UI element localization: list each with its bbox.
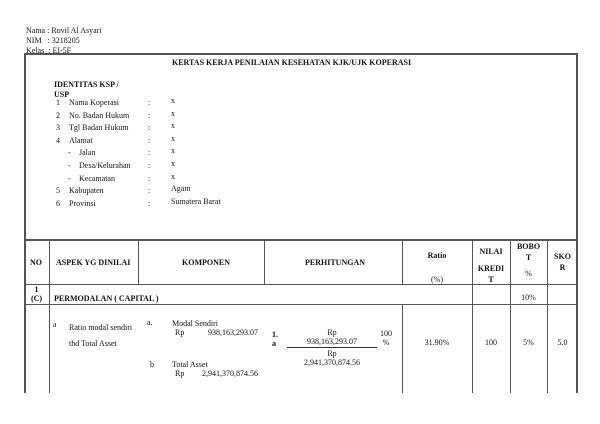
identity-label: Alamat [69,135,93,145]
identity-no: 3 [56,123,60,133]
header-perhitungan: PERHITUNGAN [305,258,366,267]
komp-b-rp: Rp [175,369,185,378]
komp-b-label: Total Asset [172,360,208,369]
identity-label: Desa/Kelurahan [79,161,131,170]
header-no: NO [30,258,42,267]
identity-no: - [68,173,71,183]
identity-value: x [171,108,175,118]
kelas-label: Kelas [26,46,45,55]
identity-value: x [171,146,175,156]
identity-label: Nama Koperasi [69,98,119,107]
komp-a-rp: Rp [175,328,185,337]
identity-no: 6 [56,198,60,208]
identity-no: 2 [56,110,60,120]
identity-colon: : [148,110,151,120]
identity-colon: : [148,173,151,183]
section-no: 1 (C) [30,285,43,303]
header-komponen: KOMPONEN [182,258,230,267]
calc-number: 1. a [272,330,278,348]
header-skor: SKO R [554,252,571,272]
identity-value: x [171,133,175,143]
identity-label: No. Badan Hukum [69,110,130,120]
header-ratio: Ratio (%) [427,251,447,284]
komp-b-value: 2,941,370,874.56 [202,369,258,378]
identity-colon: : [148,198,151,208]
komp-a-letter: a. [147,318,153,327]
identity-value: x [171,96,175,105]
row-skor: 5.0 [557,338,568,347]
row-nilai: 100 [485,338,497,347]
calc-multiplier: 100 % [380,329,392,347]
identity-no: - [68,161,71,170]
komp-a-label: Modal Sendiri [172,319,218,328]
identity-colon: : [148,148,151,158]
identity-value: Sumatera Barat [171,196,221,206]
identity-label: Kabupaten [69,186,104,196]
identity-no: 5 [56,186,60,196]
nama-label: Nama [26,26,46,35]
identity-colon: : [148,135,151,145]
identity-label: Provinsi [69,198,96,208]
identity-heading-1: IDENTITAS KSP / [54,80,119,89]
komp-a-value: 938,163,293.07 [208,328,258,337]
student-info [26,26,102,56]
identity-no: 4 [56,135,60,145]
header-aspek: ASPEK YG DINILAI [56,258,131,267]
section-title: PERMODALAN ( CAPITAL ) [54,294,159,303]
identity-colon: : [148,123,151,133]
identity-value: x [171,171,175,181]
header-bobot: BOBO T % [516,242,541,278]
identity-heading [54,80,119,100]
identity-value: x [171,159,175,168]
identity-label: Jalan [79,148,96,158]
row-letter: a [53,320,57,329]
nim-label: NIM [26,36,42,45]
nama-value: : Rovil Al Asyari [47,26,102,35]
identity-label: Kecamatan [79,173,115,183]
calc-fraction: Rp 938,163,293.07 Rp 2,941,370,874.56 [287,328,377,367]
page-title: KERTAS KERJA PENILAIAN KESEHATAN KJK/UJK KOPERASI [172,58,412,67]
identity-label: Tgl Badan Hukum [69,123,129,133]
identity-value: Agam [171,184,191,194]
identity-colon: : [148,186,151,196]
identity-no: 1 [56,98,60,107]
row-ratio: 31.90% [424,338,450,347]
identity-value: x [171,121,175,131]
kelas-value: : EI-5F [48,46,72,55]
identity-heading-2: USP [54,90,70,99]
identity-no: - [68,148,71,158]
header-nilai: NILAI KREDI T [477,247,505,284]
komp-b-letter: b [150,360,154,369]
identity-colon: : [148,98,151,107]
section-bobot: 10% [521,293,536,302]
nim-value: : 3218205 [47,36,80,45]
row-bobot: 5% [523,338,534,347]
identity-colon: : [148,161,151,170]
row-aspek: Ratio modal sendiri thd Total Asset [69,323,133,348]
